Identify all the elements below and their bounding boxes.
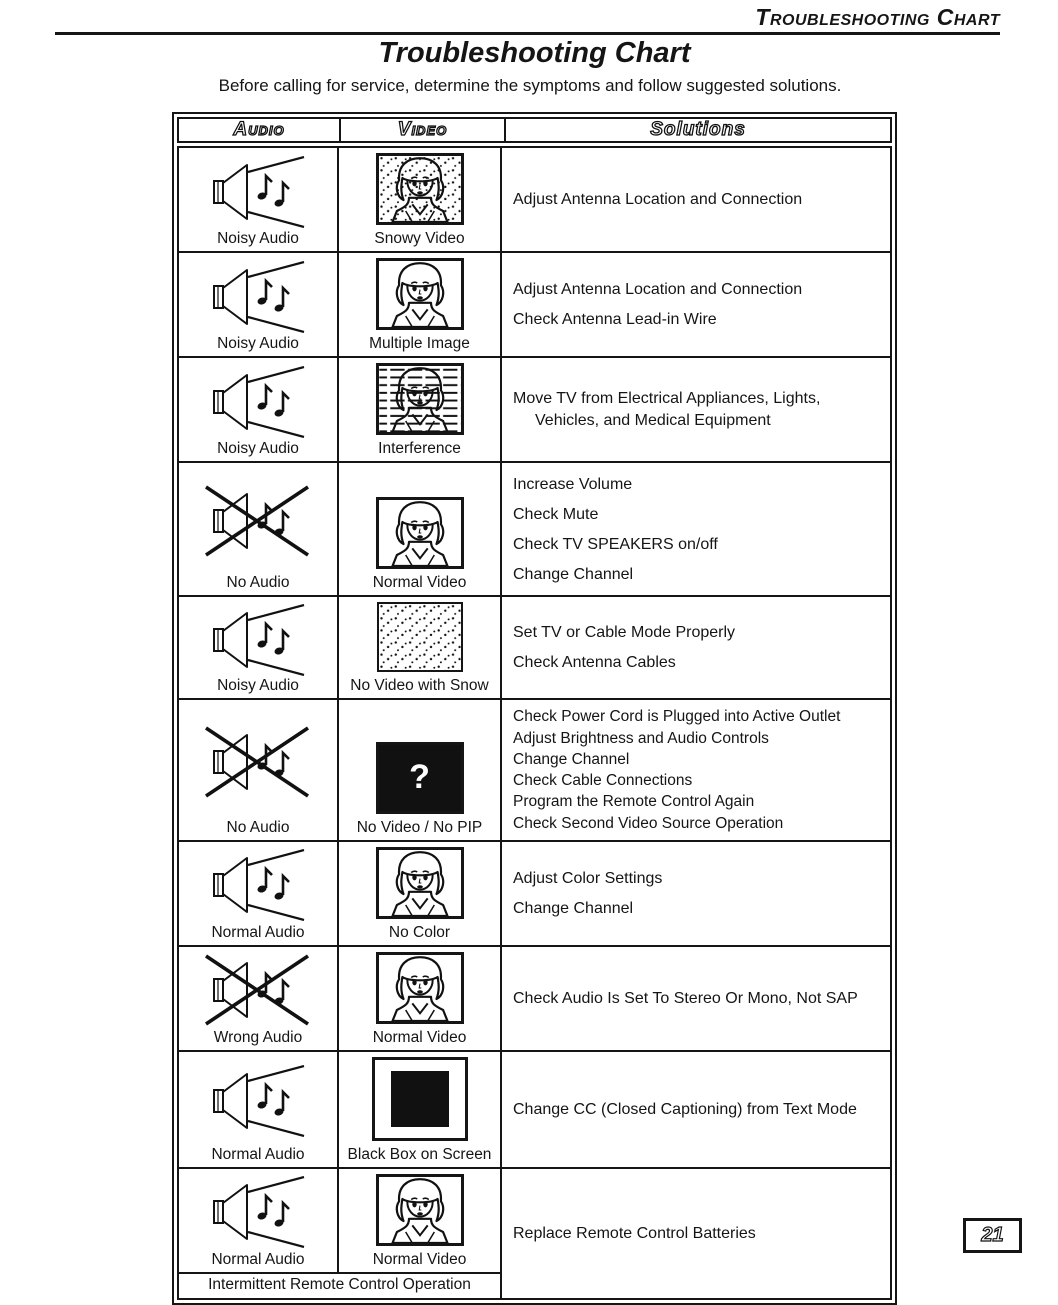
speaker-music-notes-icon [200, 1176, 316, 1248]
solutions-cell [500, 945, 890, 1050]
audio-label: Normal Audio [211, 1250, 305, 1268]
solution-text: Check Mute [513, 505, 599, 523]
video-cell [337, 1050, 500, 1167]
speaker-music-notes-icon [200, 1065, 316, 1137]
question-mark-glyph: ? [409, 758, 430, 797]
table-row [179, 595, 890, 698]
solution-text: Replace Remote Control Batteries [513, 1224, 756, 1242]
video-label: Black Box on Screen [347, 1145, 492, 1163]
video-cell [337, 945, 500, 1050]
woman-thumbnail [376, 1174, 464, 1246]
video-cell [337, 698, 500, 839]
solution-text: Check Audio Is Set To Stereo Or Mono, Not SAP [513, 989, 858, 1007]
woman-thumbnail [376, 258, 464, 330]
solution-text: Adjust Color Settings [513, 869, 663, 887]
header-rule [55, 32, 1000, 35]
solution-text: Check TV SPEAKERS on/off [513, 535, 718, 553]
troubleshooting-table [172, 112, 897, 1305]
video-label: Interference [378, 440, 461, 457]
table-row [179, 356, 890, 461]
audio-label: No Audio [226, 818, 290, 836]
audio-label: Normal Audio [211, 923, 305, 941]
woman-thumbnail [376, 847, 464, 919]
table-row [179, 148, 890, 251]
column-header-solutions: Solutions [504, 119, 890, 141]
speaker-crossed-icon [200, 485, 316, 557]
solution-text: Set TV or Cable Mode Properly [513, 624, 736, 642]
solution-text: Increase Volume [513, 475, 633, 493]
solutions-cell [500, 840, 890, 945]
running-head: Troubleshooting Chart [755, 4, 1000, 30]
video-cell [337, 148, 500, 251]
solutions-cell [500, 595, 890, 698]
table-row [179, 840, 890, 945]
solution-text: Move TV from Electrical Appliances, Lights, Vehicles, and Medical Equipment [513, 390, 821, 429]
page-number: 21 [981, 1224, 1004, 1246]
audio-label: No Audio [226, 574, 290, 592]
speaker-music-notes-icon [200, 261, 316, 333]
table-row [179, 698, 890, 839]
solution-text: Change CC (Closed Captioning) from Text Mode [513, 1100, 857, 1118]
video-label: Multiple Image [369, 335, 470, 352]
solution-text: Adjust Brightness and Audio Controls [513, 729, 769, 747]
solution-text: Check Antenna Lead-in Wire [513, 311, 717, 328]
video-label: No Color [388, 923, 451, 941]
solutions-cell [500, 1050, 890, 1167]
woman-thumbnail [376, 497, 464, 569]
snow-only-thumbnail [377, 602, 463, 672]
video-cell [337, 356, 500, 461]
audio-label: Normal Audio [211, 1145, 305, 1163]
solution-text: Change Channel [513, 565, 634, 583]
table-body [177, 146, 892, 1300]
video-cell [337, 461, 500, 595]
video-label: Snowy Video [374, 230, 465, 247]
solution-text: Change Channel [513, 899, 634, 917]
solutions-cell [500, 148, 890, 251]
column-header-audio: Audio [233, 119, 285, 140]
table-row [179, 945, 890, 1050]
video-cell [337, 840, 500, 945]
audio-cell [179, 698, 337, 839]
audio-cell [179, 1050, 337, 1167]
solution-text: Check Power Cord is Plugged into Active Outlet [513, 708, 841, 726]
solution-text: Program the Remote Control Again [513, 793, 755, 811]
solutions-cell [500, 698, 890, 839]
video-label: No Video / No PIP [356, 818, 483, 836]
speaker-music-notes-icon [200, 604, 316, 676]
speaker-music-notes-icon [200, 849, 316, 921]
solutions-cell [500, 461, 890, 595]
black-box-thumbnail [372, 1057, 468, 1141]
audio-cell [179, 148, 337, 251]
table-row [179, 461, 890, 595]
speaker-crossed-icon [200, 726, 316, 798]
audio-cell [179, 595, 337, 698]
video-cell [337, 251, 500, 356]
solutions-cell [500, 356, 890, 461]
speaker-music-notes-icon [200, 366, 316, 438]
video-cell [337, 1169, 500, 1272]
table-row [179, 251, 890, 356]
table-header-row [177, 117, 892, 143]
video-label: Normal Video [372, 1250, 467, 1268]
black-box [391, 1071, 449, 1127]
page-number-badge [963, 1218, 1022, 1253]
audio-cell [179, 1169, 337, 1272]
solution-text: Change Channel [513, 750, 630, 768]
table-row [179, 1050, 890, 1167]
solution-text: Adjust Antenna Location and Connection [513, 280, 803, 298]
woman-thumbnail [376, 952, 464, 1024]
audio-label: Noisy Audio [217, 230, 299, 247]
audio-label: Noisy Audio [217, 677, 299, 695]
table-row [179, 1167, 890, 1298]
solutions-cell [500, 1167, 890, 1298]
video-label: Normal Video [372, 574, 467, 592]
solution-text: Check Second Video Source Operation [513, 814, 784, 832]
audio-cell [179, 840, 337, 945]
woman-interference-thumbnail [376, 363, 464, 435]
audio-label: Noisy Audio [217, 440, 299, 457]
audio-cell [179, 945, 337, 1050]
speaker-music-notes-icon [200, 156, 316, 228]
page-title: Troubleshooting Chart [378, 37, 691, 69]
solutions-cell [500, 251, 890, 356]
solution-text: Check Antenna Cables [513, 654, 676, 672]
solution-text: Adjust Antenna Location and Connection [513, 190, 803, 208]
audio-cell [179, 356, 337, 461]
audio-cell [179, 251, 337, 356]
audio-label: Wrong Audio [213, 1028, 303, 1046]
audio-label: Noisy Audio [217, 335, 299, 352]
black-question-thumbnail [376, 742, 464, 814]
footer-note: Intermittent Remote Control Operation [179, 1272, 500, 1298]
column-header-video: Video [339, 119, 504, 141]
woman-snowy-thumbnail [376, 153, 464, 225]
video-label: No Video with Snow [350, 677, 489, 695]
page-subtitle: Before calling for service, determine the symptoms and follow suggested solutions. [218, 76, 842, 95]
video-label: Normal Video [372, 1028, 467, 1046]
solution-text: Check Cable Connections [513, 772, 693, 790]
video-cell [337, 595, 500, 698]
audio-cell [179, 461, 337, 595]
speaker-crossed-icon [200, 954, 316, 1026]
